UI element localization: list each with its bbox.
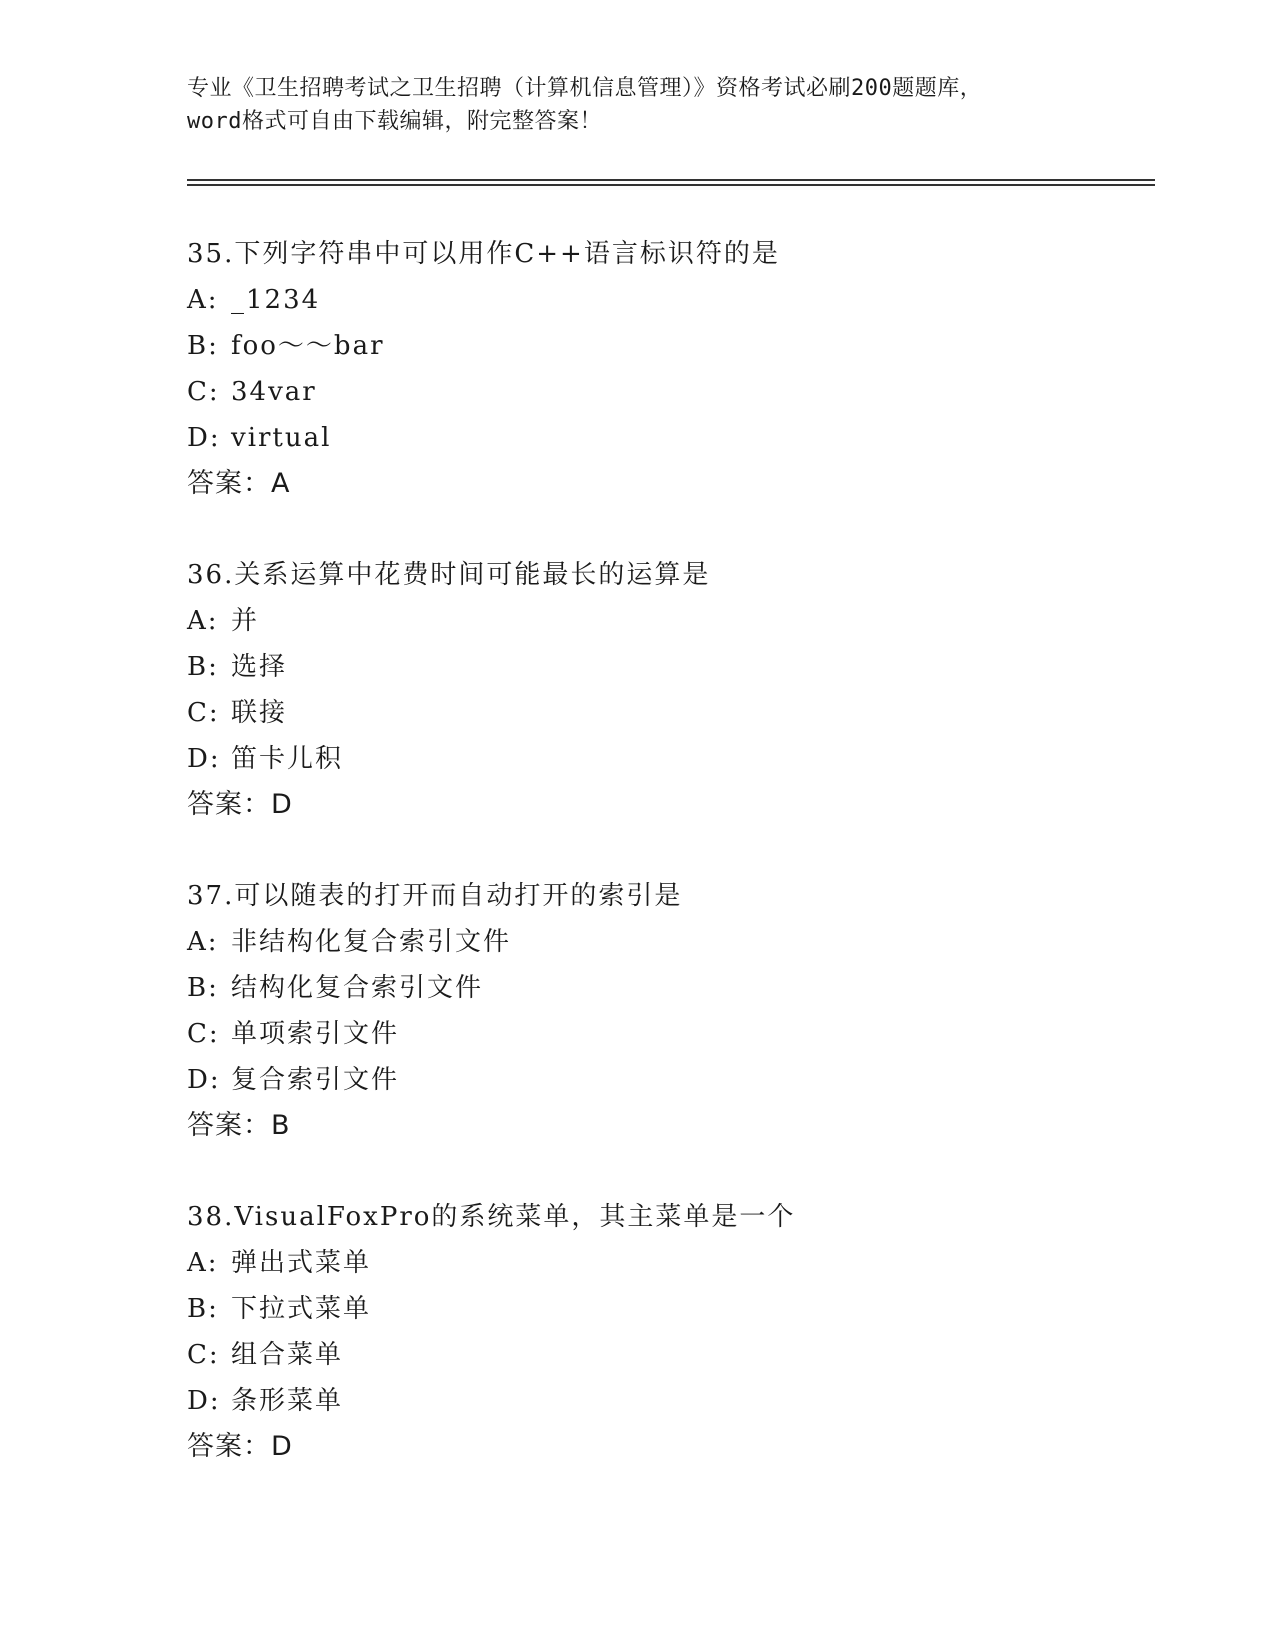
option-text: 弹出式菜单 [231, 1248, 372, 1278]
answer: 答案：A [187, 468, 291, 499]
answer: 答案：D [187, 1431, 293, 1462]
question-title: 37.可以随表的打开而自动打开的索引是 [187, 881, 683, 911]
option-text: 34var [231, 377, 317, 407]
option-letter: A: [187, 927, 219, 957]
question-37 [187, 873, 1147, 1149]
option-text: 条形菜单 [231, 1386, 344, 1416]
option-a [187, 598, 1147, 644]
header-divider-bottom [187, 184, 1155, 186]
header-line-1: 专业《卫生招聘考试之卫生招聘（计算机信息管理）》资格考试必刷200题题库， [187, 76, 983, 101]
option-text: 组合菜单 [231, 1340, 344, 1370]
option-b [187, 965, 1147, 1011]
question-36 [187, 552, 1147, 828]
option-letter: B: [187, 973, 219, 1003]
option-text: 笛卡儿积 [231, 744, 344, 774]
option-text: foo～～bar [231, 331, 385, 361]
option-b [187, 1286, 1147, 1332]
option-text: 并 [231, 606, 260, 636]
option-d [187, 1378, 1147, 1424]
option-c [187, 369, 1147, 415]
option-letter: D: [187, 423, 221, 453]
header-divider-top [187, 179, 1155, 181]
option-text: 选择 [231, 652, 288, 682]
option-letter: C: [187, 1019, 220, 1049]
option-letter: C: [187, 698, 220, 728]
option-c [187, 690, 1147, 736]
option-letter: C: [187, 377, 220, 407]
option-text: virtual [231, 423, 332, 453]
option-letter: A: [187, 285, 219, 315]
option-text: 联接 [231, 698, 288, 728]
option-a [187, 277, 1147, 323]
option-letter: B: [187, 652, 219, 682]
option-letter: B: [187, 1294, 219, 1324]
option-a [187, 919, 1147, 965]
option-text: 结构化复合索引文件 [231, 973, 484, 1003]
option-a [187, 1240, 1147, 1286]
document-header [187, 72, 1087, 138]
question-title: 38.VisualFoxPro的系统菜单，其主菜单是一个 [187, 1202, 796, 1232]
option-c [187, 1332, 1147, 1378]
question-38 [187, 1194, 1147, 1470]
option-letter: B: [187, 331, 219, 361]
option-text: 单项索引文件 [231, 1019, 400, 1049]
option-letter: A: [187, 606, 219, 636]
answer: 答案：D [187, 789, 293, 820]
option-letter: D: [187, 744, 221, 774]
question-title: 35.下列字符串中可以用作C++语言标识符的是 [187, 239, 780, 269]
option-d [187, 1057, 1147, 1103]
option-b [187, 644, 1147, 690]
option-letter: A: [187, 1248, 219, 1278]
option-text: _1234 [231, 285, 321, 315]
option-text: 非结构化复合索引文件 [231, 927, 512, 957]
header-line-2: word格式可自由下载编辑，附完整答案！ [187, 109, 602, 134]
option-text: 下拉式菜单 [231, 1294, 372, 1324]
answer: 答案：B [187, 1110, 291, 1141]
option-d [187, 736, 1147, 782]
option-text: 复合索引文件 [231, 1065, 400, 1095]
option-d [187, 415, 1147, 461]
question-35 [187, 231, 1147, 507]
option-b [187, 323, 1147, 369]
question-title: 36.关系运算中花费时间可能最长的运算是 [187, 560, 711, 590]
option-letter: D: [187, 1386, 221, 1416]
option-c [187, 1011, 1147, 1057]
option-letter: D: [187, 1065, 221, 1095]
option-letter: C: [187, 1340, 220, 1370]
